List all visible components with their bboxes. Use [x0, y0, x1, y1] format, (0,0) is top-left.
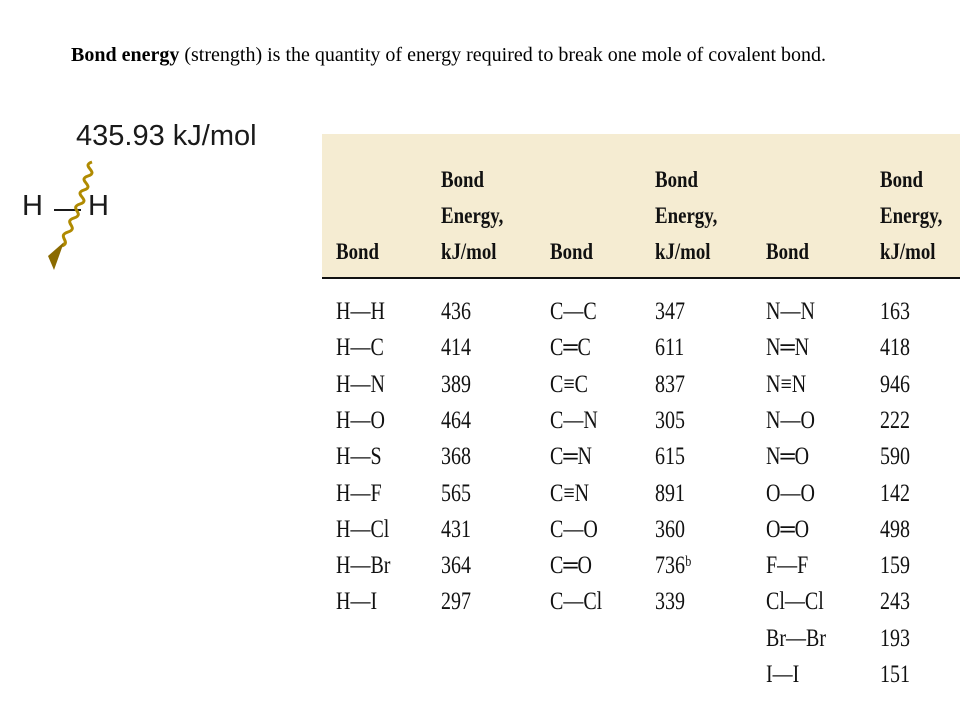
- header-rule: [322, 277, 960, 279]
- energy-cell: 339: [655, 588, 685, 616]
- energy-cell: 163: [880, 298, 910, 325]
- header-line: kJ/mol: [655, 239, 711, 264]
- bond-cell: Br—Br: [766, 624, 826, 652]
- header-bond-3: Bond: [766, 239, 809, 264]
- bond-cell: I—I: [766, 661, 800, 688]
- bond-cell: C═O: [550, 552, 592, 580]
- bond-cell: C═C: [550, 334, 591, 362]
- bond-cell: H—Br: [336, 552, 391, 580]
- bond-cell: H—I: [336, 588, 378, 616]
- energy-cell: 151: [880, 661, 910, 688]
- table-header: [322, 134, 960, 277]
- energy-cell: 464: [441, 406, 471, 434]
- bond-cell: O═O: [766, 515, 810, 543]
- header-line: Bond: [441, 167, 484, 192]
- header-line: Energy,: [655, 203, 718, 228]
- header-line: kJ/mol: [880, 239, 936, 264]
- energy-cell: 498: [880, 515, 910, 543]
- bond-cell: H—H: [336, 298, 385, 325]
- energy-cell: 414: [441, 334, 471, 362]
- bond-cell: H—N: [336, 370, 385, 398]
- bond-cell: Cl—Cl: [766, 588, 824, 616]
- energy-cell: 389: [441, 370, 471, 398]
- intro-paragraph: [71, 42, 941, 68]
- energy-cell: 193: [880, 624, 910, 652]
- header-energy-3: [880, 162, 942, 270]
- header-line: kJ/mol: [441, 239, 497, 264]
- energy-cell: 418: [880, 334, 910, 362]
- energy-cell: 611: [655, 334, 685, 362]
- bond-cell: C—N: [550, 406, 598, 434]
- energy-cell: 368: [441, 443, 471, 471]
- bond-cell: C═N: [550, 443, 592, 471]
- header-energy-1: [441, 162, 503, 270]
- energy-cell: 590: [880, 443, 910, 471]
- bond-cell: N≡N: [766, 370, 807, 398]
- bond-energy-table: [322, 134, 960, 720]
- header-line: Energy,: [880, 203, 943, 228]
- energy-cell: 222: [880, 406, 910, 434]
- bond-cell: C≡N: [550, 479, 590, 507]
- bond-cell: N═N: [766, 334, 810, 362]
- bond-cell: H—O: [336, 406, 385, 434]
- header-energy-2: [655, 162, 717, 270]
- bond-cell: C≡C: [550, 370, 588, 398]
- energy-cell: 431: [441, 515, 471, 543]
- bond-cell: N═O: [766, 443, 810, 471]
- bond-cell: N—N: [766, 298, 815, 325]
- header-line: Bond: [655, 167, 698, 192]
- energy-cell: 837: [655, 370, 685, 398]
- wave-path: [62, 162, 92, 246]
- energy-cell: 142: [880, 479, 910, 507]
- energy-cell: 891: [655, 479, 685, 507]
- atom-left: H: [22, 190, 43, 222]
- energy-cell: 436: [441, 298, 471, 325]
- bond-cell: H—C: [336, 334, 384, 362]
- energy-cell: 736ᵇ: [655, 552, 692, 580]
- header-bond-2: Bond: [550, 239, 593, 264]
- bond-cell: H—F: [336, 479, 382, 507]
- energy-cell: 615: [655, 443, 685, 471]
- atom-right: H: [88, 190, 109, 222]
- energy-cell: 243: [880, 588, 910, 616]
- energy-cell: 305: [655, 406, 685, 434]
- energy-label: 435.93 kJ/mol: [76, 120, 257, 152]
- bond-cell: F—F: [766, 552, 809, 580]
- bond-cell: C—O: [550, 515, 598, 543]
- header-line: Bond: [880, 167, 923, 192]
- energy-cell: 360: [655, 515, 685, 543]
- bond-cell: N—O: [766, 406, 815, 434]
- wave-arrowhead: [48, 242, 64, 270]
- bond-cell: C—C: [550, 298, 597, 325]
- energy-wave-icon: [40, 158, 100, 278]
- energy-cell: 364: [441, 552, 471, 580]
- bond-cell: C—Cl: [550, 588, 603, 616]
- header-line: Energy,: [441, 203, 504, 228]
- intro-term: Bond energy: [71, 44, 180, 66]
- intro-text: (strength) is the quantity of energy required to break one mole of covalent bond.: [179, 44, 827, 66]
- bond-cell: H—S: [336, 443, 382, 471]
- energy-cell: 347: [655, 298, 685, 325]
- bond-cell: O—O: [766, 479, 815, 507]
- energy-cell: 946: [880, 370, 910, 398]
- energy-cell: 159: [880, 552, 910, 580]
- energy-cell: 297: [441, 588, 471, 616]
- header-bond-1: Bond: [336, 239, 379, 264]
- bond-cell: H—Cl: [336, 515, 390, 543]
- energy-cell: 565: [441, 479, 471, 507]
